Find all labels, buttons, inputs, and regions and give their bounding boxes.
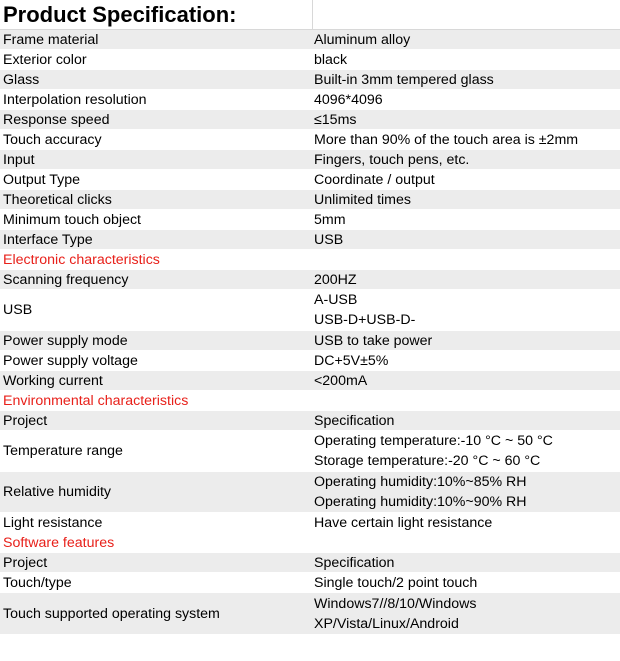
spec-value-cell: [310, 90, 620, 109]
spec-value: Windows7//8/10/Windows: [314, 595, 477, 612]
spec-value-cell: [310, 50, 620, 69]
spec-value: Aluminum alloy: [314, 31, 411, 48]
spec-value: Operating temperature:-10 °C ~ 50 °C: [314, 433, 553, 449]
spec-value: Specification: [314, 412, 395, 429]
spec-row: [0, 553, 620, 573]
spec-label: Power supply voltage: [3, 352, 138, 369]
spec-row: [0, 70, 620, 90]
spec-label: Exterior color: [3, 51, 87, 68]
spec-value-cell: [310, 250, 620, 269]
spec-value-cell: [310, 290, 620, 330]
spec-label: Frame material: [3, 31, 99, 48]
spec-row: [0, 331, 620, 351]
spec-row: [0, 351, 620, 371]
spec-value: ≤15ms: [314, 111, 357, 128]
spec-label: Touch accuracy: [3, 131, 102, 148]
spec-value-cell: [310, 593, 620, 634]
spec-value: black: [314, 51, 348, 68]
spec-value: 4096*4096: [314, 91, 383, 108]
spec-value: Coordinate / output: [314, 171, 435, 188]
title-row: [0, 0, 620, 30]
spec-row: [0, 110, 620, 130]
spec-value-cell: [310, 30, 620, 49]
section-title: Environmental characteristics: [3, 392, 189, 409]
spec-value: Operating humidity:10%~85% RH: [314, 474, 527, 490]
section-header-row: [0, 533, 620, 553]
title-empty-cell: [312, 0, 620, 29]
spec-value: Single touch/2 point touch: [314, 574, 478, 591]
spec-value: DC+5V±5%: [314, 352, 389, 369]
spec-row: [0, 130, 620, 150]
spec-value: <200mA: [314, 372, 368, 389]
spec-value-cell: [310, 553, 620, 572]
spec-value-cell: [310, 331, 620, 350]
spec-row: [0, 371, 620, 391]
spec-row: [0, 230, 620, 250]
spec-row: [0, 513, 620, 533]
spec-value: More than 90% of the touch area is ±2mm: [314, 131, 579, 148]
spec-value-cell: [310, 130, 620, 149]
spec-value-cell: [310, 190, 620, 209]
spec-value: USB-D+USB-D-: [314, 312, 416, 328]
spec-row: [0, 290, 620, 331]
spec-value-cell: [310, 513, 620, 532]
spec-value: Unlimited times: [314, 191, 411, 208]
spec-label: Touch supported operating system: [3, 605, 220, 622]
spec-value-cell: [310, 533, 620, 552]
spec-label: Working current: [3, 372, 103, 389]
spec-label: Glass: [3, 71, 40, 88]
spec-label: Interpolation resolution: [3, 91, 147, 108]
spec-value-cell: [310, 411, 620, 430]
spec-row: [0, 150, 620, 170]
spec-row: [0, 573, 620, 593]
spec-value: USB: [314, 231, 344, 248]
spec-value-cell: [310, 150, 620, 169]
spec-value: 200HZ: [314, 271, 357, 288]
spec-row: [0, 593, 620, 635]
spec-label: Project: [3, 554, 48, 571]
spec-row: [0, 30, 620, 50]
spec-label: Project: [3, 412, 48, 429]
spec-value: XP/Vista/Linux/Android: [314, 615, 459, 632]
spec-value-cell: [310, 230, 620, 249]
spec-value: USB to take power: [314, 332, 433, 349]
spec-row: [0, 431, 620, 472]
spec-value-cell: [310, 351, 620, 370]
spec-row: [0, 190, 620, 210]
spec-label: Scanning frequency: [3, 271, 129, 288]
section-header-row: [0, 391, 620, 411]
spec-label: Relative humidity: [3, 484, 112, 500]
spec-label: Temperature range: [3, 443, 123, 459]
spec-value-cell: [310, 431, 620, 471]
spec-label: Light resistance: [3, 514, 103, 531]
section-header-row: [0, 250, 620, 270]
section-title: Software features: [3, 534, 115, 551]
spec-row: [0, 170, 620, 190]
section-title: Electronic characteristics: [3, 251, 160, 268]
spec-value: Operating humidity:10%~90% RH: [314, 494, 527, 510]
spec-value: Storage temperature:-20 °C ~ 60 °C: [314, 453, 541, 469]
spec-table: [0, 30, 620, 635]
spec-label: Interface Type: [3, 231, 93, 248]
spec-label: Power supply mode: [3, 332, 128, 349]
spec-value: Fingers, touch pens, etc.: [314, 151, 470, 168]
spec-label: Response speed: [3, 111, 110, 128]
spec-value: Have certain light resistance: [314, 514, 493, 531]
spec-value-cell: [310, 371, 620, 390]
spec-row: [0, 90, 620, 110]
spec-value-cell: [310, 170, 620, 189]
spec-label: USB: [3, 302, 33, 318]
spec-value-cell: [310, 391, 620, 410]
spec-value-cell: [310, 270, 620, 289]
spec-row: [0, 50, 620, 70]
spec-value-cell: [310, 573, 620, 592]
spec-value-cell: [310, 70, 620, 89]
spec-value-cell: [310, 472, 620, 512]
spec-label: Output Type: [3, 171, 81, 188]
spec-value: Specification: [314, 554, 395, 571]
spec-row: [0, 270, 620, 290]
spec-value: Built-in 3mm tempered glass: [314, 71, 494, 88]
spec-value: 5mm: [314, 211, 346, 228]
spec-row: [0, 472, 620, 513]
page-title: Product Specification:: [3, 2, 237, 27]
spec-label: Input: [3, 151, 35, 168]
spec-value: A-USB: [314, 292, 358, 308]
spec-label: Touch/type: [3, 574, 72, 591]
spec-label: Theoretical clicks: [3, 191, 112, 208]
spec-label: Minimum touch object: [3, 211, 141, 228]
spec-value-cell: [310, 210, 620, 229]
spec-row: [0, 411, 620, 431]
spec-value-cell: [310, 110, 620, 129]
spec-row: [0, 210, 620, 230]
